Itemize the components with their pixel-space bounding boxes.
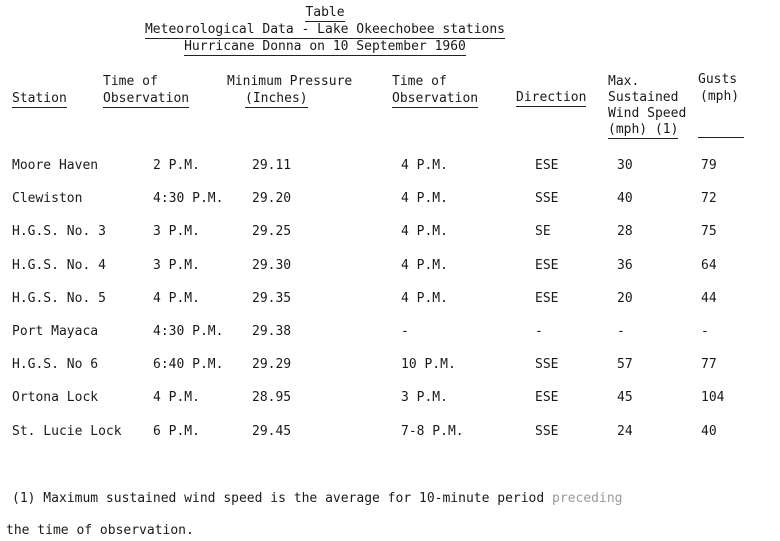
cell-gusts: 75 (701, 224, 717, 239)
cell-min-pressure: 29.30 (252, 258, 292, 273)
header-gusts-1: Gusts (698, 72, 738, 87)
cell-time-observation-2: - (401, 324, 409, 339)
cell-direction: SSE (535, 357, 559, 372)
cell-max-wind-speed: 20 (617, 291, 633, 306)
cell-station: H.G.S. No. 4 (12, 258, 106, 273)
header-min-pressure-bottom: (Inches) (245, 91, 308, 106)
cell-max-wind-speed: 30 (617, 158, 633, 173)
footnote: (1) Maximum sustained wind speed is the average for 10-minute period preceding (12, 491, 623, 506)
cell-min-pressure: 29.45 (252, 424, 292, 439)
cell-time-observation-2: 4 P.M. (401, 258, 448, 273)
cell-station: Ortona Lock (12, 390, 99, 405)
cell-gusts: 40 (701, 424, 717, 439)
cell-direction: ESE (535, 390, 559, 405)
cell-time-observation: 4:30 P.M. (153, 324, 224, 339)
cell-station: H.G.S. No 6 (12, 357, 99, 372)
cell-direction: ESE (535, 291, 559, 306)
cell-gusts: 79 (701, 158, 717, 173)
cell-min-pressure: 29.29 (252, 357, 292, 372)
cell-max-wind-speed: 36 (617, 258, 633, 273)
cell-time-observation-2: 3 P.M. (401, 390, 448, 405)
cell-time-observation-2: 10 P.M. (401, 357, 456, 372)
cell-station: Port Mayaca (12, 324, 99, 339)
cell-time-observation: 3 P.M. (153, 258, 200, 273)
header-time-obs-1-top: Time of (103, 74, 158, 89)
cell-min-pressure: 29.38 (252, 324, 292, 339)
cell-time-observation-2: 4 P.M. (401, 191, 448, 206)
cell-max-wind-speed: 24 (617, 424, 633, 439)
cell-max-wind-speed: 40 (617, 191, 633, 206)
cell-min-pressure: 29.25 (252, 224, 292, 239)
cell-gusts: 77 (701, 357, 717, 372)
cell-time-observation: 4:30 P.M. (153, 191, 224, 206)
header-min-pressure-top: Minimum Pressure (227, 74, 353, 89)
header-gusts-2: (mph) (700, 89, 740, 104)
header-station: Station (12, 91, 67, 106)
title-line-2: Meteorological Data - Lake Okeechobee stations (144, 22, 506, 37)
header-max-1: Max. (608, 74, 640, 89)
cell-direction: SSE (535, 424, 559, 439)
header-max-4: (mph) (1) (608, 122, 679, 137)
cell-time-observation: 6:40 P.M. (153, 357, 224, 372)
cell-min-pressure: 29.35 (252, 291, 292, 306)
cell-max-wind-speed: 28 (617, 224, 633, 239)
cell-min-pressure: 28.95 (252, 390, 292, 405)
cell-max-wind-speed: 57 (617, 357, 633, 372)
table-title (120, 5, 530, 56)
cell-time-observation-2: 7-8 P.M. (401, 424, 464, 439)
cell-gusts: 72 (701, 191, 717, 206)
cell-direction: SE (535, 224, 551, 239)
cell-max-wind-speed: 45 (617, 390, 633, 405)
cell-time-observation-2: 4 P.M. (401, 158, 448, 173)
cell-station: Clewiston (12, 191, 83, 206)
cell-gusts: 44 (701, 291, 717, 306)
cell-time-observation: 6 P.M. (153, 424, 200, 439)
cell-time-observation-2: 4 P.M. (401, 291, 448, 306)
cell-time-observation: 3 P.M. (153, 224, 200, 239)
header-direction: Direction (516, 90, 587, 105)
cell-direction: - (535, 324, 543, 339)
cell-gusts: 104 (701, 390, 725, 405)
cell-station: St. Lucie Lock (12, 424, 122, 439)
cell-direction: ESE (535, 158, 559, 173)
cell-min-pressure: 29.11 (252, 158, 292, 173)
cell-time-observation: 4 P.M. (153, 390, 200, 405)
header-time-obs-2-bottom: Observation (392, 91, 479, 106)
cell-station: Moore Haven (12, 158, 99, 173)
gusts-header-rule (698, 137, 744, 138)
cell-min-pressure: 29.20 (252, 191, 292, 206)
cell-direction: ESE (535, 258, 559, 273)
header-time-obs-1-bottom: Observation (103, 91, 190, 106)
header-time-obs-2-top: Time of (392, 74, 447, 89)
cell-time-observation-2: 4 P.M. (401, 224, 448, 239)
header-max-3: Wind Speed (608, 106, 687, 121)
title-line-3: Hurricane Donna on 10 September 1960 (184, 39, 466, 54)
header-max-2: Sustained (608, 90, 679, 105)
cell-gusts: - (701, 324, 709, 339)
footnote-line-2: the time of observation. (6, 523, 194, 538)
cell-direction: SSE (535, 191, 559, 206)
cell-time-observation: 4 P.M. (153, 291, 200, 306)
cell-time-observation: 2 P.M. (153, 158, 200, 173)
title-line-1: Table (305, 5, 345, 20)
cell-station: H.G.S. No. 3 (12, 224, 106, 239)
cell-gusts: 64 (701, 258, 717, 273)
cell-max-wind-speed: - (617, 324, 625, 339)
cell-station: H.G.S. No. 5 (12, 291, 106, 306)
